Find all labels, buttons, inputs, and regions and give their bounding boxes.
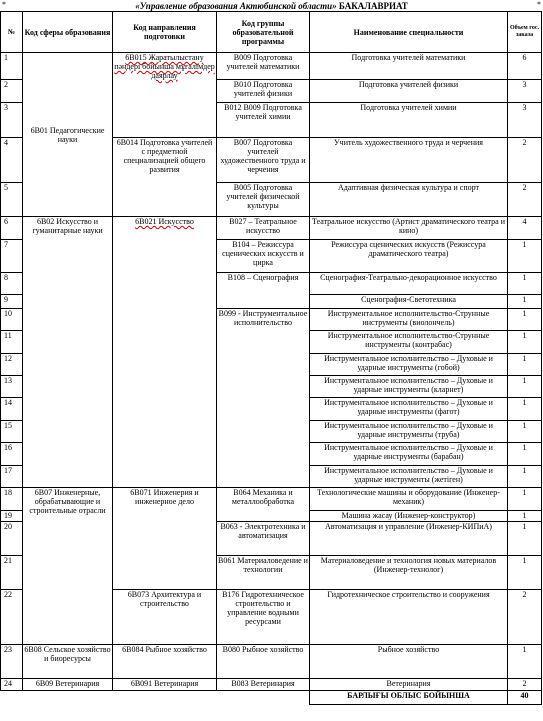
row-num: 5 — [1, 183, 23, 217]
volume-cell: 1 — [508, 522, 542, 556]
specialty-cell: Материаловедение и технология новых материалов (Инженер-технолог) — [310, 556, 508, 590]
direction-cell: 6В073 Архитектура и строительство — [113, 590, 217, 645]
corner-mark-left: * — [2, 0, 6, 9]
volume-cell: 1 — [508, 273, 542, 295]
volume-cell: 1 — [508, 645, 542, 679]
header-group: Код группы образовательной программы — [217, 12, 310, 53]
volume-cell: 1 — [508, 443, 542, 466]
specialty-cell: Инструментальное исполнительство – Духовые и ударные инструменты (гобой) — [310, 354, 508, 376]
total-value: 40 — [508, 691, 542, 705]
group-cell: В099 - Инструментальное исполнительство — [217, 309, 310, 488]
specialty-cell: Адаптивная физическая культура и спорт — [310, 183, 508, 217]
row-num: 6 — [1, 217, 23, 240]
specialty-cell: Автоматизация и управление (Инженер-КИПиА) — [310, 522, 508, 556]
volume-cell: 3 — [508, 80, 542, 103]
volume-cell: 6 — [508, 53, 542, 80]
volume-cell: 1 — [508, 309, 542, 331]
specialty-cell: Рыбное хозяйство — [310, 645, 508, 679]
direction-cell: 6В015 Жаратылыстану пәндері бойынша мұғалімдер даярлау — [113, 53, 217, 138]
specialty-cell: Инструментальное исполнительство – Духовые и ударные инструменты (барабан) — [310, 443, 508, 466]
header-num: № — [1, 12, 23, 53]
row-num: 14 — [1, 398, 23, 421]
row-num: 11 — [1, 331, 23, 354]
row-num: 17 — [1, 466, 23, 488]
volume-cell: 3 — [508, 103, 542, 138]
group-cell: В010 Подготовка учителей физики — [217, 80, 310, 103]
header-volume: Объем гос. заказа — [508, 12, 542, 53]
row-num: 15 — [1, 421, 23, 443]
row-num: 13 — [1, 376, 23, 398]
table-row — [1, 679, 542, 691]
group-cell: В176 Гидротехническое строительство и управление водными ресурсами — [217, 590, 310, 645]
group-cell: В009 Подготовка учителей математики — [217, 53, 310, 80]
volume-cell: 1 — [508, 398, 542, 421]
row-num: 23 — [1, 645, 23, 679]
specialty-cell: Сценография-Светотехника — [310, 295, 508, 309]
direction-cell: 6В014 Подготовка учителей с предметной специализацией общего развития — [113, 138, 217, 217]
volume-cell: 1 — [508, 376, 542, 398]
volume-cell: 2 — [508, 183, 542, 217]
row-num: 2 — [1, 80, 23, 103]
group-cell: В104 – Режиссура сценических искусств и цирка — [217, 240, 310, 273]
specialty-cell: Инструментальное исполнительство – Духовые и ударные инструменты (фагот) — [310, 398, 508, 421]
group-cell: В061 Материаловедение и технологии — [217, 556, 310, 590]
sphere-cell: 6В09 Ветеринария — [23, 679, 113, 691]
specialty-cell: Режиссура сценических искусств (Режиссура драматического театра) — [310, 240, 508, 273]
specialty-cell: Инструментальное исполнительство – Духовые и ударные инструменты (кларнет) — [310, 376, 508, 398]
group-cell: В108 – Сценография — [217, 273, 310, 309]
table-row — [1, 645, 542, 679]
table-row — [1, 53, 542, 80]
header-direction: Код направления подготовки — [113, 12, 217, 53]
table-row — [1, 488, 542, 511]
volume-cell: 1 — [508, 421, 542, 443]
specialty-cell: Машина жасау (Инженер-конструктор) — [310, 511, 508, 522]
header-specialty: Наименование специальности — [310, 12, 508, 53]
row-num: 24 — [1, 679, 23, 691]
specialty-cell: Технологические машины и оборудование (Инженер-механик) — [310, 488, 508, 511]
volume-cell: 1 — [508, 295, 542, 309]
specialty-cell: Театральное искусство (Артист драматического театра и кино) — [310, 217, 508, 240]
group-cell: В063 - Электротехника и автоматизация — [217, 522, 310, 556]
row-num: 8 — [1, 273, 23, 295]
table-header-row — [1, 12, 542, 53]
volume-cell: 4 — [508, 217, 542, 240]
row-num: 10 — [1, 309, 23, 331]
volume-cell: 1 — [508, 331, 542, 354]
sphere-cell: 6В02 Искусство и гуманитарные науки — [23, 217, 113, 488]
group-cell: В083 Ветеринария — [217, 679, 310, 691]
volume-cell: 2 — [508, 590, 542, 645]
header-sphere: Код сферы образования — [23, 12, 113, 53]
state-order-table — [0, 11, 542, 705]
direction-cell: 6В084 Рыбное хозяйство — [113, 645, 217, 679]
row-num: 12 — [1, 354, 23, 376]
row-num: 1 — [1, 53, 23, 80]
row-num: 22 — [1, 590, 23, 645]
specialty-cell: Инструментальное исполнительство-Струнные инструменты (виолончель) — [310, 309, 508, 331]
org-name: «Управление образования Актюбинской области» — [135, 1, 337, 11]
volume-cell: 2 — [508, 138, 542, 183]
level-name: БАКАЛАВРИАТ — [338, 1, 408, 11]
row-num: 20 — [1, 522, 23, 556]
corner-mark-right: * — [537, 0, 541, 9]
volume-cell: 1 — [508, 240, 542, 273]
group-cell: В005 Подготовка учителей физической культуры — [217, 183, 310, 217]
row-num: 21 — [1, 556, 23, 590]
row-num: 4 — [1, 138, 23, 183]
group-cell: В012 В009 Подготовка учителей химии — [217, 103, 310, 138]
sphere-cell: 6В07 Инженерные, обрабатывающие и строительные отрасли — [23, 488, 113, 645]
row-num: 9 — [1, 295, 23, 309]
table-row — [1, 217, 542, 240]
row-num: 16 — [1, 443, 23, 466]
volume-cell: 1 — [508, 354, 542, 376]
sphere-cell: 6В01 Педагогические науки — [23, 53, 113, 217]
volume-cell: 1 — [508, 466, 542, 488]
group-cell: В080 Рыбное хозяйство — [217, 645, 310, 679]
specialty-cell: Ветеринария — [310, 679, 508, 691]
specialty-cell: Гидротехническое строительство и сооружения — [310, 590, 508, 645]
volume-cell: 1 — [508, 511, 542, 522]
sphere-cell: 6В08 Сельское хозяйство и биоресурсы — [23, 645, 113, 679]
specialty-cell: Подготовка учителей математики — [310, 53, 508, 80]
volume-cell: 1 — [508, 488, 542, 511]
specialty-cell: Инструментальное исполнительство-Струнные инструменты (контрабас) — [310, 331, 508, 354]
specialty-cell: Подготовка учителей физики — [310, 80, 508, 103]
total-label: БАРЛЫҒЫ ОБЛЫС БОЙЫНША — [310, 691, 508, 705]
specialty-cell: Учитель художественного труда и черчения — [310, 138, 508, 183]
direction-cell: 6В091 Ветеринария — [113, 679, 217, 691]
specialty-cell: Подготовка учителей химии — [310, 103, 508, 138]
direction-cell: 6В021 Искусство — [113, 217, 217, 488]
row-num: 18 — [1, 488, 23, 511]
group-cell: В027 – Театральное искусство — [217, 217, 310, 240]
volume-cell: 1 — [508, 556, 542, 590]
row-num: 3 — [1, 103, 23, 138]
specialty-cell: Инструментальное исполнительство – Духовые и ударные инструменты (труба) — [310, 421, 508, 443]
specialty-cell: Инструментальное исполнительство – Духовые и ударные инструменты (жетіген) — [310, 466, 508, 488]
row-num: 7 — [1, 240, 23, 273]
volume-cell: 2 — [508, 679, 542, 691]
total-row — [1, 691, 542, 705]
row-num: 19 — [1, 511, 23, 522]
specialty-cell: Сценография-Театрально-декорационное искусство — [310, 273, 508, 295]
direction-cell: 6В071 Инженерия и инженерное дело — [113, 488, 217, 590]
group-cell: В064 Механика и металлообработка — [217, 488, 310, 522]
group-cell: В007 Подготовка учителей художественного труда и черчения — [217, 138, 310, 183]
